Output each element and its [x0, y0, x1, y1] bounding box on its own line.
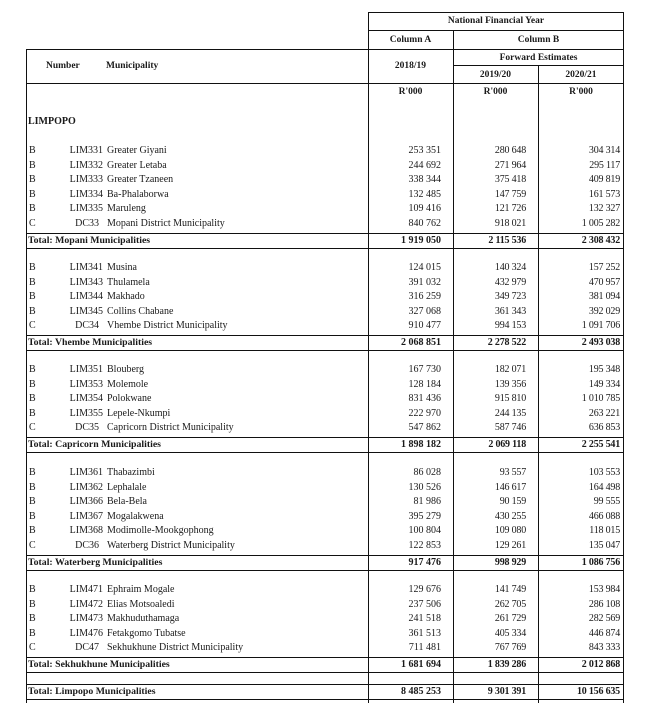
municipality-code: LIM361 [69, 467, 103, 478]
value-2018-19: 338 344 [408, 174, 441, 186]
municipality-name: Makhuduthamaga [107, 613, 180, 625]
value-2019-20: 141 749 [494, 584, 526, 595]
municipality-code: LIM341 [69, 262, 103, 273]
municipality-name: Musina [107, 262, 137, 273]
municipality-code: LIM343 [69, 276, 103, 288]
value-2020-21: 286 108 [588, 598, 620, 610]
subtotal-2020-21: 2 255 541 [581, 439, 620, 450]
category-cell: B [29, 525, 36, 537]
row-border [26, 570, 624, 571]
value-2018-19: 910 477 [408, 320, 441, 332]
subtotal-row [27, 658, 623, 672]
municipality-code: LIM366 [69, 496, 103, 508]
value-2019-20: 405 334 [494, 627, 526, 639]
value-2018-19: 241 518 [408, 613, 441, 625]
municipality-name: Ba-Phalaborwa [107, 188, 169, 200]
subtotal-label: Total: Mopani Municipalities [28, 235, 151, 246]
category-cell: C [29, 422, 36, 434]
table-row [27, 407, 623, 421]
value-2020-21: 466 088 [588, 510, 620, 522]
value-2019-20: 182 071 [494, 364, 526, 375]
municipality-name: Blouberg [107, 364, 145, 375]
value-2018-19: 711 481 [408, 642, 441, 654]
value-2018-19: 81 986 [413, 496, 441, 508]
value-2018-19: 100 804 [408, 525, 441, 537]
grand-total-row [27, 685, 623, 699]
category-cell: B [29, 262, 36, 273]
value-2018-19: 316 259 [408, 291, 441, 303]
category-cell: B [29, 203, 36, 215]
category-cell: B [29, 364, 36, 375]
table-row [27, 144, 623, 158]
municipality-code: LIM473 [69, 613, 103, 625]
category-cell: C [29, 218, 36, 229]
municipality-name: Greater Letaba [107, 159, 167, 171]
category-cell: C [29, 540, 36, 551]
value-2020-21: 103 553 [588, 467, 620, 478]
category-cell: B [29, 481, 36, 493]
table-row [27, 261, 623, 275]
municipality-code: LIM333 [69, 174, 103, 186]
municipality-name: Vhembe District Municipality [107, 320, 228, 332]
municipality-code: LIM332 [69, 159, 103, 171]
municipality-code: LIM471 [69, 584, 103, 595]
value-2019-20: 375 418 [494, 174, 526, 186]
table-row [27, 421, 623, 435]
subtotal-label: Total: Waterberg Municipalities [28, 557, 163, 568]
value-2018-19: 130 526 [408, 481, 441, 493]
municipality-name: Molemole [107, 378, 149, 390]
forward-estimates-heading: Forward Estimates [499, 53, 578, 63]
value-2020-21: 446 874 [588, 627, 620, 639]
value-2020-21: 164 498 [588, 481, 620, 493]
table-right-border [623, 12, 624, 703]
table-row [27, 495, 623, 509]
number-heading: Number [46, 61, 80, 71]
municipality-name: Sekhukhune District Municipality [107, 642, 244, 654]
municipality-name: Maruleng [107, 203, 146, 215]
municipality-code: LIM331 [69, 145, 103, 156]
value-2020-21: 99 555 [593, 496, 620, 508]
table-row [27, 159, 623, 173]
value-2019-20: 430 255 [494, 510, 526, 522]
municipality-name: Modimolle-Mookgophong [107, 525, 214, 537]
category-cell: C [29, 642, 36, 654]
column-b-heading: Column B [517, 35, 560, 45]
value-2019-20: 139 356 [494, 378, 526, 390]
value-2019-20: 994 153 [494, 320, 526, 332]
value-2018-19: 129 676 [408, 584, 441, 595]
value-2018-19: 128 184 [408, 378, 441, 390]
table-row [27, 466, 623, 480]
value-2019-20: 349 723 [494, 291, 526, 303]
value-2019-20: 129 261 [494, 540, 526, 551]
row-border [26, 452, 624, 453]
municipality-code: LIM354 [69, 393, 103, 405]
municipality-code: LIM368 [69, 525, 103, 537]
value-2020-21: 1 091 706 [581, 320, 620, 332]
municipality-name: Collins Chabane [107, 305, 174, 317]
value-2020-21: 153 984 [588, 584, 620, 595]
value-2020-21: 409 819 [588, 174, 620, 186]
category-cell: B [29, 378, 36, 390]
value-2020-21: 636 853 [588, 422, 620, 434]
value-2018-19: 124 015 [408, 262, 441, 273]
table-row [27, 363, 623, 377]
value-2019-20: 262 705 [494, 598, 526, 610]
value-2018-19: 327 068 [408, 305, 441, 317]
table-row [27, 583, 623, 597]
category-cell: B [29, 584, 36, 595]
category-cell: B [29, 598, 36, 610]
municipality-name: Elias Motsoaledi [107, 598, 175, 610]
value-2018-19: 244 692 [408, 159, 441, 171]
municipality-name: Mopani District Municipality [107, 218, 225, 229]
category-cell: B [29, 174, 36, 186]
row-border [26, 672, 624, 673]
value-2019-20: 271 964 [494, 159, 526, 171]
subtotal-2019-20: 998 929 [494, 557, 526, 568]
value-2018-19: 237 506 [408, 598, 441, 610]
grand-total-2019-20: 9 301 391 [487, 686, 526, 697]
value-2020-21: 282 569 [588, 613, 620, 625]
subtotal-2020-21: 2 012 868 [581, 659, 620, 670]
table-row [27, 188, 623, 202]
table-row [27, 319, 623, 333]
table-row [27, 510, 623, 524]
subtotal-2020-21: 2 493 038 [581, 337, 620, 348]
value-2020-21: 304 314 [588, 145, 620, 156]
row-border [26, 350, 624, 351]
subtotal-label: Total: Sekhukhune Municipalities [28, 659, 170, 670]
subtotal-row [27, 234, 623, 248]
value-2019-20: 280 648 [494, 145, 526, 156]
grand-total-2018-19: 8 485 253 [401, 686, 441, 697]
value-2020-21: 1 005 282 [581, 218, 620, 229]
subtotal-row [27, 336, 623, 350]
unit-label: R'000 [569, 87, 593, 97]
value-2018-19: 253 351 [408, 145, 441, 156]
unit-label: R'000 [398, 87, 423, 97]
value-2019-20: 93 557 [499, 467, 526, 478]
municipality-name: Waterberg District Municipality [107, 540, 235, 551]
municipality-code: LIM345 [69, 305, 103, 317]
value-2019-20: 90 159 [499, 496, 526, 508]
value-2018-19: 361 513 [408, 627, 441, 639]
table-row [27, 305, 623, 319]
subtotal-2020-21: 1 086 756 [581, 557, 620, 568]
table-row [27, 539, 623, 553]
year-2019-20-heading: 2019/20 [479, 70, 512, 80]
value-2019-20: 109 080 [494, 525, 526, 537]
subtotal-2018-19: 2 068 851 [401, 337, 441, 348]
subtotal-2019-20: 2 115 536 [488, 235, 526, 246]
municipality-name: Mogalakwena [107, 510, 164, 522]
table-row [27, 392, 623, 406]
subtotal-2019-20: 2 069 118 [488, 439, 526, 450]
municipality-code: LIM353 [69, 378, 103, 390]
category-cell: B [29, 305, 36, 317]
subtotal-2018-19: 1 919 050 [401, 235, 441, 246]
subtotal-2018-19: 917 476 [408, 557, 441, 568]
category-cell: B [29, 145, 36, 156]
subtotal-label: Total: Capricorn Municipalities [28, 439, 161, 450]
municipality-name: Lepele-Nkumpi [107, 407, 171, 419]
value-2020-21: 381 094 [588, 291, 620, 303]
grand-total-2020-21: 10 156 635 [576, 686, 620, 697]
municipality-code: LIM362 [69, 481, 103, 493]
municipality-code: DC33 [75, 218, 99, 229]
value-2019-20: 432 979 [494, 276, 526, 288]
municipality-name: Bela-Bela [107, 496, 147, 508]
value-2018-19: 122 853 [408, 540, 441, 551]
municipality-code: LIM355 [69, 407, 103, 419]
value-2020-21: 392 029 [588, 305, 620, 317]
row-border [26, 248, 624, 249]
table-row [27, 612, 623, 626]
municipality-name: Polokwane [107, 393, 152, 405]
value-2019-20: 767 769 [494, 642, 526, 654]
header-top-border [368, 12, 624, 13]
unit-label: R'000 [483, 87, 508, 97]
municipality-name: Ephraim Mogale [107, 584, 175, 595]
value-2018-19: 132 485 [408, 188, 441, 200]
municipality-code: LIM476 [69, 627, 103, 639]
municipality-code: DC36 [75, 540, 99, 551]
value-2020-21: 1 010 785 [581, 393, 620, 405]
value-2020-21: 118 015 [589, 525, 620, 537]
municipality-code: LIM472 [69, 598, 103, 610]
header-divider [26, 49, 624, 50]
value-2019-20: 146 617 [494, 481, 526, 493]
municipality-name: Thabazimbi [107, 467, 155, 478]
value-2019-20: 261 729 [494, 613, 526, 625]
value-2019-20: 918 021 [494, 218, 526, 229]
value-2020-21: 157 252 [588, 262, 620, 273]
municipality-heading: Municipality [106, 61, 159, 71]
municipality-name: Makhado [107, 291, 145, 303]
national-financial-year-heading: National Financial Year [447, 16, 545, 26]
category-cell: B [29, 467, 36, 478]
value-2020-21: 843 333 [588, 642, 620, 654]
table-row [27, 276, 623, 290]
table-row [27, 202, 623, 216]
category-cell: B [29, 393, 36, 405]
table-row [27, 641, 623, 655]
subtotal-label: Total: Vhembe Municipalities [28, 337, 153, 348]
category-cell: B [29, 276, 36, 288]
municipality-name: Capricorn District Municipality [107, 422, 234, 434]
subtotal-row [27, 438, 623, 452]
municipality-code: DC34 [75, 320, 99, 332]
municipality-code: LIM335 [69, 203, 103, 215]
subtotal-2018-19: 1 898 182 [401, 439, 441, 450]
table-row [27, 481, 623, 495]
value-2018-19: 391 032 [408, 276, 441, 288]
value-2020-21: 470 957 [588, 276, 620, 288]
category-cell: B [29, 159, 36, 171]
table-row [27, 524, 623, 538]
value-2018-19: 547 862 [408, 422, 441, 434]
municipality-code: LIM367 [69, 510, 103, 522]
year-2020-21-heading: 2020/21 [565, 70, 597, 80]
municipality-code: DC47 [75, 642, 99, 654]
value-2018-19: 222 970 [408, 407, 441, 419]
value-2019-20: 121 726 [494, 203, 526, 215]
municipality-code: LIM344 [69, 291, 103, 303]
value-2020-21: 132 327 [588, 203, 620, 215]
municipality-name: Fetakgomo Tubatse [107, 627, 186, 639]
table-row [27, 378, 623, 392]
grand-total-label: Total: Limpopo Municipalities [28, 686, 156, 697]
subtotal-2020-21: 2 308 432 [581, 235, 620, 246]
value-2020-21: 263 221 [588, 407, 620, 419]
table-row [27, 217, 623, 231]
header-bottom-border [26, 83, 624, 84]
category-cell: B [29, 291, 36, 303]
value-2020-21: 149 334 [588, 378, 620, 390]
row-border [26, 699, 624, 700]
category-cell: B [29, 627, 36, 639]
value-2020-21: 195 348 [588, 364, 620, 375]
value-2019-20: 147 759 [494, 188, 526, 200]
year-2018-19-heading: 2018/19 [394, 61, 427, 71]
municipality-name: Lephalale [107, 481, 147, 493]
value-2020-21: 161 573 [588, 188, 620, 200]
value-2020-21: 295 117 [589, 159, 620, 171]
municipality-code: LIM351 [69, 364, 103, 375]
municipality-code: DC35 [75, 422, 99, 434]
municipality-name: Greater Tzaneen [107, 174, 174, 186]
category-cell: B [29, 496, 36, 508]
table-row [27, 627, 623, 641]
value-2020-21: 135 047 [588, 540, 620, 551]
subtotal-row [27, 556, 623, 570]
municipality-code: LIM334 [69, 188, 103, 200]
subtotal-2019-20: 2 278 522 [487, 337, 526, 348]
value-2018-19: 109 416 [408, 203, 441, 215]
column-a-heading: Column A [389, 35, 432, 45]
value-2018-19: 86 028 [413, 467, 441, 478]
table-row [27, 290, 623, 304]
subtotal-2019-20: 1 839 286 [487, 659, 526, 670]
category-cell: B [29, 510, 36, 522]
value-2018-19: 831 436 [408, 393, 441, 405]
value-2018-19: 840 762 [408, 218, 441, 229]
value-2019-20: 244 135 [494, 407, 526, 419]
table-row [27, 598, 623, 612]
municipality-name: Thulamela [107, 276, 150, 288]
province-heading: LIMPOPO [28, 116, 76, 127]
value-2019-20: 915 810 [494, 393, 526, 405]
header-divider [368, 30, 624, 31]
value-2019-20: 587 746 [494, 422, 526, 434]
value-2019-20: 140 324 [494, 262, 526, 273]
municipality-name: Greater Giyani [107, 145, 167, 156]
category-cell: B [29, 613, 36, 625]
value-2018-19: 167 730 [408, 364, 441, 375]
category-cell: C [29, 320, 36, 332]
value-2018-19: 395 279 [408, 510, 441, 522]
category-cell: B [29, 188, 36, 200]
subtotal-2018-19: 1 681 694 [401, 659, 441, 670]
category-cell: B [29, 407, 36, 419]
value-2019-20: 361 343 [494, 305, 526, 317]
table-row [27, 173, 623, 187]
